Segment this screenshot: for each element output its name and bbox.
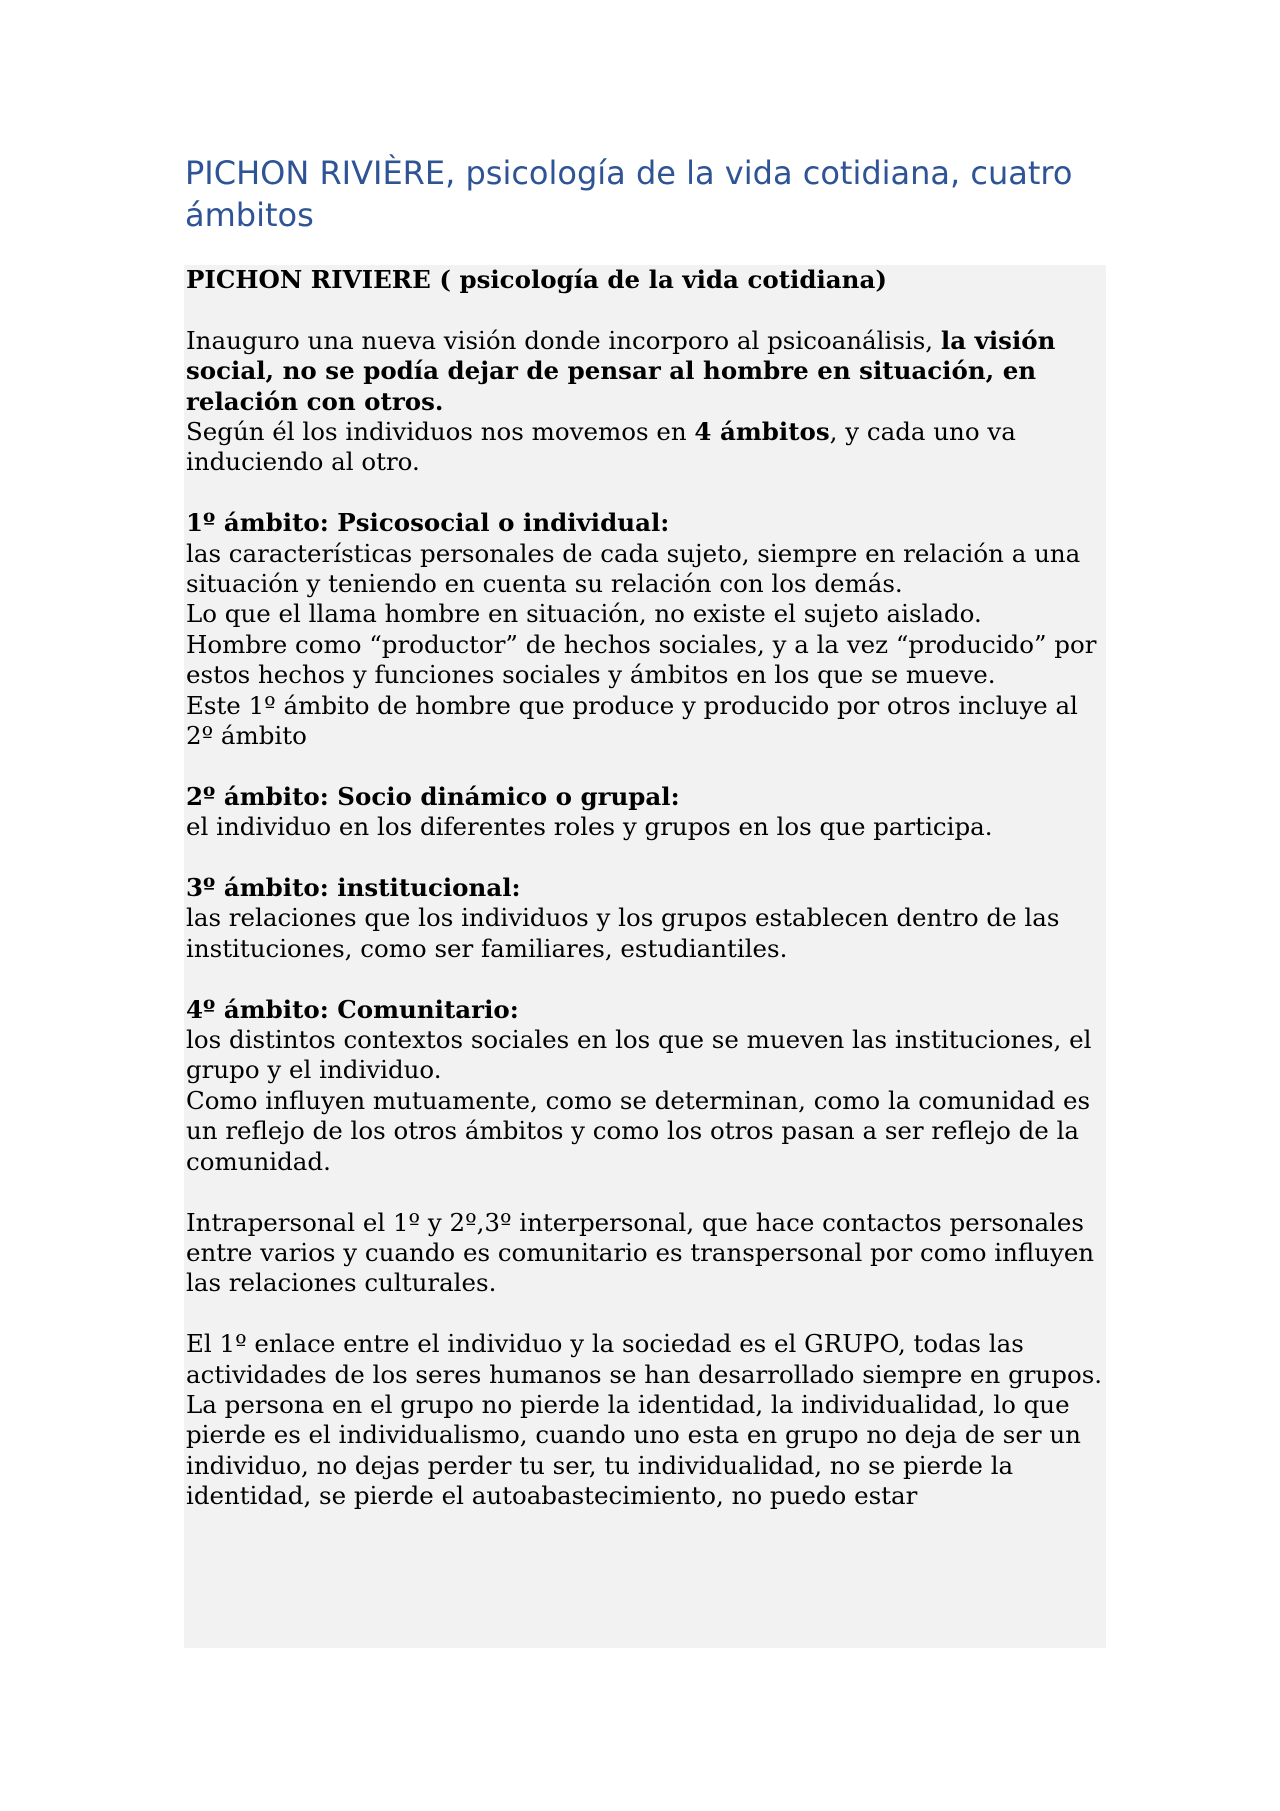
document-body [184,265,1106,1648]
ambito-1-heading: 1º ámbito: Psicosocial o individual: [186,508,670,538]
grupo-paragraph [186,1329,1104,1511]
ambito-2-line: el individuo en los diferentes roles y grupos en los que participa. [186,812,993,842]
ambito-3-heading: 3º ámbito: institucional: [186,873,521,903]
ambito-1-line: Lo que el llama hombre en situación, no existe el sujeto aislado. [186,599,982,629]
intro-paragraph [186,326,1104,478]
ambito-4-paragraph [186,995,1104,1177]
intrapersonal-paragraph: Intrapersonal el 1º y 2º,3º interpersonal, que hace contactos personales entre varios y cuando es comunitario es transpersonal por como influyen las relaciones culturales. [186,1207,1095,1298]
section-heading [186,265,1104,295]
heading-text: PICHON RIVIERE ( psicología de la vida cotidiana) [186,265,887,294]
ambito-2-heading: 2º ámbito: Socio dinámico o grupal: [186,781,680,811]
ambito-4-line: Como influyen mutuamente, como se determinan, como la comunidad es un reflejo de los otros ámbitos y como los otros pasan a ser reflejo de la comunidad. [186,1085,1091,1176]
ambito-1-line: las características personales de cada sujeto, siempre en relación a una situación y teniendo en cuenta su relación con los demás. [186,538,1081,599]
intro-bold-2: 4 ámbitos [694,417,830,447]
ambito-1-paragraph [186,508,1104,751]
ambito-4-heading: 4º ámbito: Comunitario: [186,994,519,1024]
ambito-3-paragraph [186,873,1104,964]
grupo-line: El 1º enlace entre el individuo y la sociedad es el GRUPO, todas las actividades de los seres humanos se han desarrollado siempre en grupos. [186,1329,1103,1389]
ambito-1-line: Hombre como “productor” de hechos sociales, y a la vez “producido” por estos hechos y funciones sociales y ámbitos en los que se mueve. [186,629,1097,690]
document-title: PICHON RIVIÈRE, psicología de la vida cotidiana, cuatro ámbitos [185,154,1073,234]
grupo-line: La persona en el grupo no pierde la identidad, la individualidad, lo que pierde es el individualismo, cuando uno esta en grupo no deja de ser un individuo, no dejas perder tu ser, tu individualidad, no se pierde la identidad, se pierde el autoabastecimiento, no puedo estar [186,1389,1081,1511]
intro-text-1: Inauguro una nueva visión donde incorporo al psicoanálisis, [186,325,941,355]
ambito-1-line: Este 1º ámbito de hombre que produce y producido por otros incluye al 2º ámbito [186,690,1078,751]
ambito-4-line: los distintos contextos sociales en los que se mueven las instituciones, el grupo y el individuo. [186,1025,1092,1085]
intro-text-2: Según él los individuos nos movemos en [186,417,695,447]
intro-text-3: , y cada uno va induciendo al otro. [186,417,1016,477]
intro-bold-1: la visión social, no se podía dejar de pensar al hombre en situación, en relación con otros. [186,325,1056,416]
ambito-3-line: las relaciones que los individuos y los grupos establecen dentro de las instituciones, como ser familiares, estudiantiles. [186,903,1060,963]
intro-line-2 [186,417,1104,478]
ambito-2-paragraph [186,782,1104,843]
